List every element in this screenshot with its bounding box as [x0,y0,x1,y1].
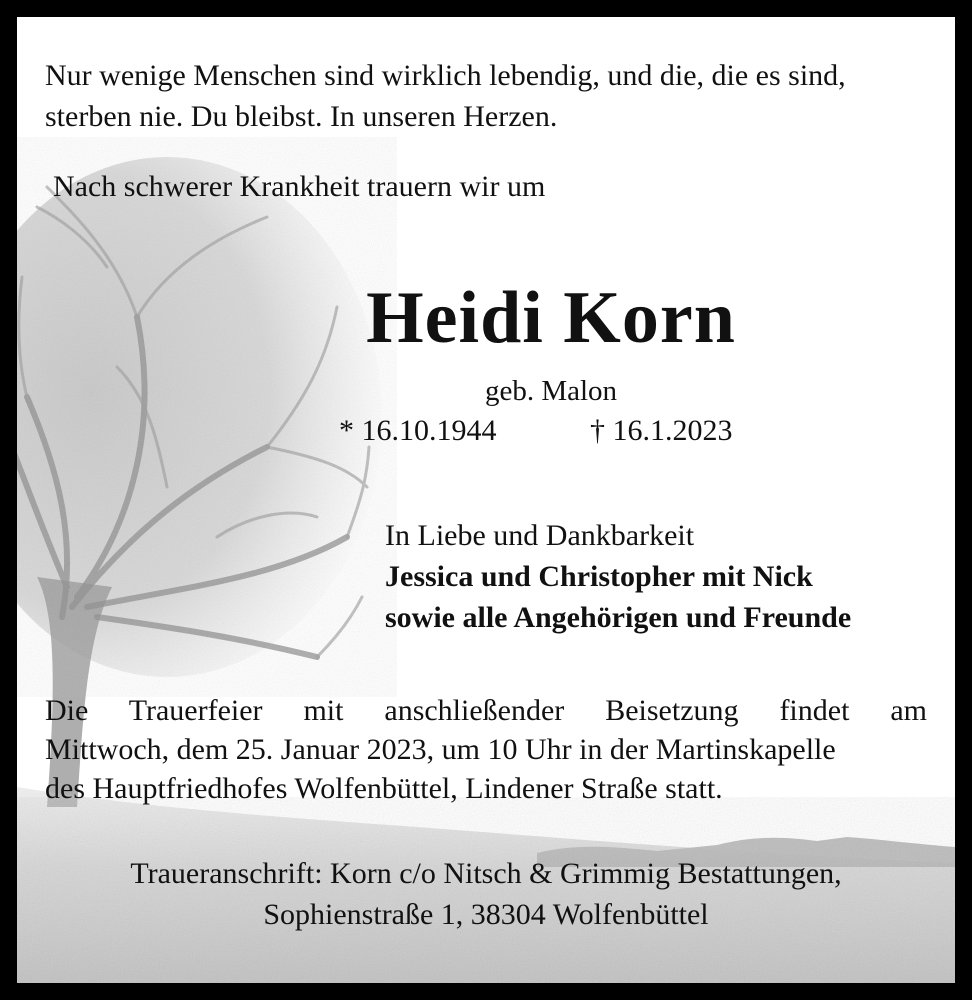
ceremony-line-3: des Hauptfriedhofes Wolfenbüttel, Lindener Straße statt. [45,772,723,805]
deceased-name: Heidi Korn [366,277,736,359]
birth-name: geb. Malon [484,375,618,407]
mourners-line-3: sowie alle Angehörigen und Freunde [385,601,852,634]
ceremony-line-2: Mittwoch, dem 25. Januar 2023, um 10 Uhr in der Martinskapelle [45,733,836,766]
mourners-block [385,515,851,638]
mourners-line-1: In Liebe und Dankbarkeit [385,519,695,552]
birth-date: * 16.10.1944 [339,414,497,447]
obituary-notice [17,17,955,983]
quote-line-2: sterben nie. Du bleibst. In unseren Herzen. [45,100,558,133]
quote-line-1: Nur wenige Menschen sind wirklich lebendig, und die, die es sind, [45,59,846,92]
ceremony-line-1: Die Trauerfeier mit anschließender Beisetzung findet am [45,694,927,727]
ceremony-info [45,691,927,808]
intro-line: Nach schwerer Krankheit trauern wir um [53,170,546,203]
death-date: † 16.1.2023 [590,414,733,447]
mourning-address [17,853,955,935]
tree-illustration [17,17,955,983]
address-line-1: Traueranschrift: Korn c/o Nitsch & Grimmig Bestattungen, [130,857,842,890]
address-line-2: Sophienstraße 1, 38304 Wolfenbüttel [263,898,709,931]
memorial-quote [45,55,945,137]
mourners-line-2: Jessica und Christopher mit Nick [385,560,813,593]
